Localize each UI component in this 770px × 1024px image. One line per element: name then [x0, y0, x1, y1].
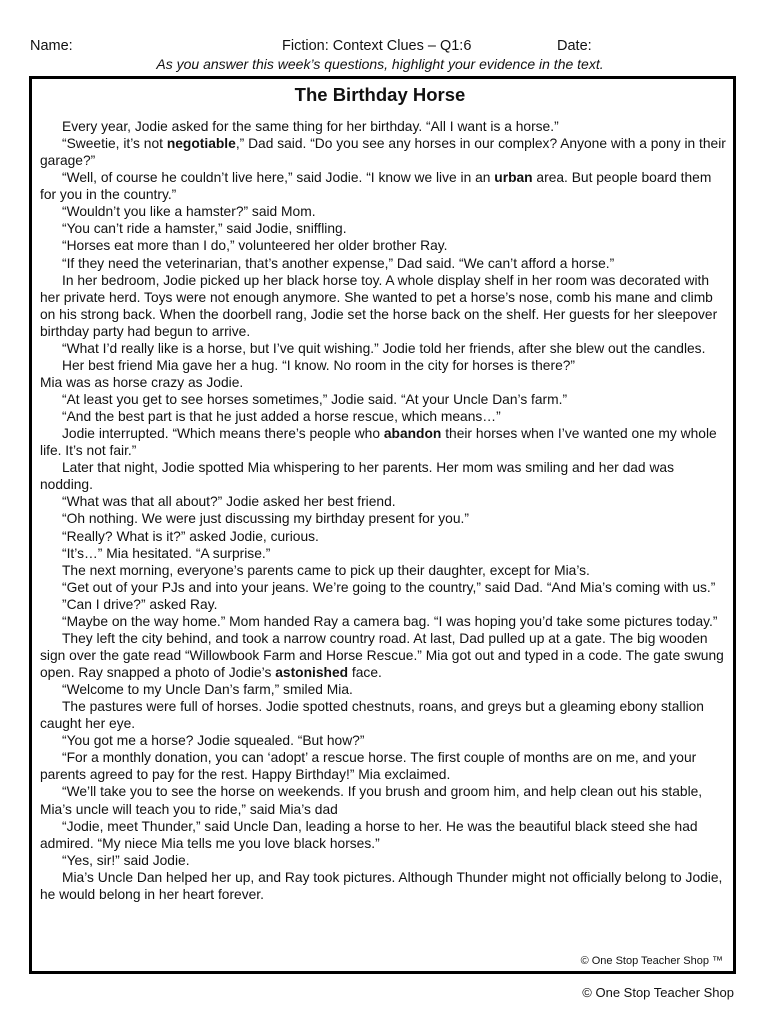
text-run: Later that night, Jodie spotted Mia whispering to her parents. Her mom was smiling and her dad was nodding.: [40, 460, 674, 493]
text-run: “It’s…” Mia hesitated. “A surprise.”: [62, 545, 271, 561]
text-run: The pastures were full of horses. Jodie spotted chestnuts, roans, and greys but a gleaming ebony stallion caught her eye.: [40, 699, 704, 732]
story-paragraph: [40, 579, 730, 596]
story-paragraph: [40, 783, 730, 817]
vocab-word: astonished: [275, 665, 349, 680]
story-paragraph: [40, 408, 730, 425]
text-run: “Sweetie, it’s not: [62, 136, 167, 152]
date-label: Date:: [557, 38, 592, 54]
text-run: “Horses eat more than I do,” volunteered her older brother Ray.: [62, 238, 448, 254]
story-paragraph: [40, 698, 730, 732]
text-run: Mia’s Uncle Dan helped her up, and Ray took pictures. Although Thunder might not officially belong to Jodie, he would belong in her heart forever.: [40, 869, 723, 902]
text-run: In her bedroom, Jodie picked up her black horse toy. A whole display shelf in her room was decorated with her private herd. Toys were not enough anymore. She wanted to pet a horse’s nose, comb his mane and climb on his strong back. When the doorbell rang, Jodie set the horse back on the shelf. Her guests for her sleepover birthday party had begun to arrive.: [40, 272, 718, 339]
story-paragraph: [40, 545, 730, 562]
text-run: “Welcome to my Uncle Dan’s farm,” smiled Mia.: [62, 682, 353, 698]
story-paragraph: [40, 681, 730, 698]
text-run: “What was that all about?” Jodie asked her best friend.: [62, 494, 396, 510]
story-paragraph: [40, 818, 730, 852]
text-run: “Well, of course he couldn’t live here,” said Jodie. “I know we live in an: [62, 170, 495, 186]
worksheet-title: Fiction: Context Clues – Q1:6: [282, 38, 472, 54]
story-paragraph: [40, 391, 730, 408]
story-paragraph: [40, 118, 730, 135]
story-paragraph: [40, 357, 730, 374]
text-run: “For a monthly donation, you can ‘adopt’ a rescue horse. The first couple of months are on me, and your parents agreed to pay for the rest. Happy Birthday!” Mia exclaimed.: [40, 750, 697, 783]
story-paragraph: [40, 596, 730, 613]
story-paragraph: [40, 630, 730, 681]
story-paragraph: [40, 528, 730, 545]
story-paragraph: [40, 425, 730, 459]
story-paragraph: [40, 220, 730, 237]
name-label: Name:: [30, 38, 73, 54]
story-paragraph: [40, 340, 730, 357]
text-run: “Oh nothing. We were just discussing my birthday present for you.”: [62, 511, 469, 527]
text-run: “Yes, sir!” said Jodie.: [62, 852, 190, 868]
story-paragraph: [40, 493, 730, 510]
text-run: “Get out of your PJs and into your jeans. We’re going to the country,” said Dad. “And Mia’s coming with us.”: [62, 579, 716, 595]
text-run: “Wouldn’t you like a hamster?” said Mom.: [62, 204, 316, 220]
worksheet-header: [30, 38, 740, 56]
text-run: Mia was as horse crazy as Jodie.: [40, 374, 244, 390]
text-run: area. But people board them for you in the country.”: [40, 170, 712, 203]
text-run: “What I’d really like is a horse, but I’ve quit wishing.” Jodie told her friends, after she blew out the candles.: [62, 340, 706, 356]
text-run: “We’ll take you to see the horse on weekends. If you brush and groom him, and help clean out his stable, Mia’s uncle will teach you to ride,” said Mia’s dad: [40, 784, 703, 817]
story-paragraph: [40, 255, 730, 272]
text-run: “If they need the veterinarian, that’s another expense,” Dad said. “We can’t afford a horse.”: [62, 255, 615, 271]
text-run: They left the city behind, and took a narrow country road. At last, Dad pulled up at a gate. The big wooden sign over the gate read “Willowbook Farm and Horse Rescue.” Mia got out and typed in a code. The gate swung open. Ray snapped a photo of Jodie’s: [40, 630, 724, 680]
instructions: As you answer this week’s questions, highlight your evidence in the text.: [156, 56, 604, 72]
text-run: “At least you get to see horses sometimes,” Jodie said. “At your Uncle Dan’s farm.”: [62, 392, 568, 407]
inner-copyright: © One Stop Teacher Shop ™: [580, 955, 723, 967]
text-run: Her best friend Mia gave her a hug. “I know. No room in the city for horses is there?”: [62, 357, 576, 373]
text-run: their horses when I’ve wanted one my whole life. It’s not fair.”: [40, 426, 717, 459]
text-run: face.: [348, 665, 382, 680]
vocab-word: abandon: [383, 426, 442, 442]
story-paragraph: [40, 869, 730, 903]
vocab-word: urban: [494, 170, 533, 186]
story-paragraph: [40, 203, 730, 220]
text-run: ,” Dad said. “Do you see any horses in our complex? Anyone with a pony in their garage?”: [40, 136, 726, 169]
footer-copyright: © One Stop Teacher Shop: [582, 985, 734, 1000]
story-paragraph: [40, 732, 730, 749]
story-paragraph: [40, 749, 730, 783]
story-paragraph: [40, 374, 730, 391]
story-paragraph: [40, 237, 730, 254]
text-run: “And the best part is that he just added a horse rescue, which means…”: [62, 409, 501, 425]
story-paragraph: [40, 135, 730, 169]
text-run: ”Can I drive?” asked Ray.: [62, 596, 218, 612]
text-run: Every year, Jodie asked for the same thing for her birthday. “All I want is a horse.”: [62, 119, 559, 134]
text-run: Jodie interrupted. “Which means there’s people who: [62, 426, 384, 442]
text-run: “You can’t ride a hamster,” said Jodie, sniffling.: [62, 221, 347, 237]
story-paragraph: [40, 459, 730, 493]
story-paragraph: [40, 169, 730, 203]
story-paragraph: [40, 272, 730, 340]
text-run: “Jodie, meet Thunder,” said Uncle Dan, leading a horse to her. He was the beautiful black steed she had admired. “My niece Mia tells me you love black horses.”: [40, 818, 698, 851]
text-run: “Really? What is it?” asked Jodie, curious.: [62, 528, 319, 544]
vocab-word: negotiable: [166, 136, 236, 152]
text-run: “Maybe on the way home.” Mom handed Ray a camera bag. “I was hoping you’d take some pictures today.”: [62, 613, 718, 629]
story-paragraph: [40, 562, 730, 579]
story-paragraph: [40, 510, 730, 527]
story-title: The Birthday Horse: [294, 84, 466, 105]
text-run: “You got me a horse? Jodie squealed. “But how?”: [62, 733, 365, 749]
text-run: The next morning, everyone’s parents came to pick up their daughter, except for Mia’s.: [62, 562, 590, 578]
story-paragraph: [40, 613, 730, 630]
story-paragraph: [40, 852, 730, 869]
story-body: [40, 118, 730, 903]
